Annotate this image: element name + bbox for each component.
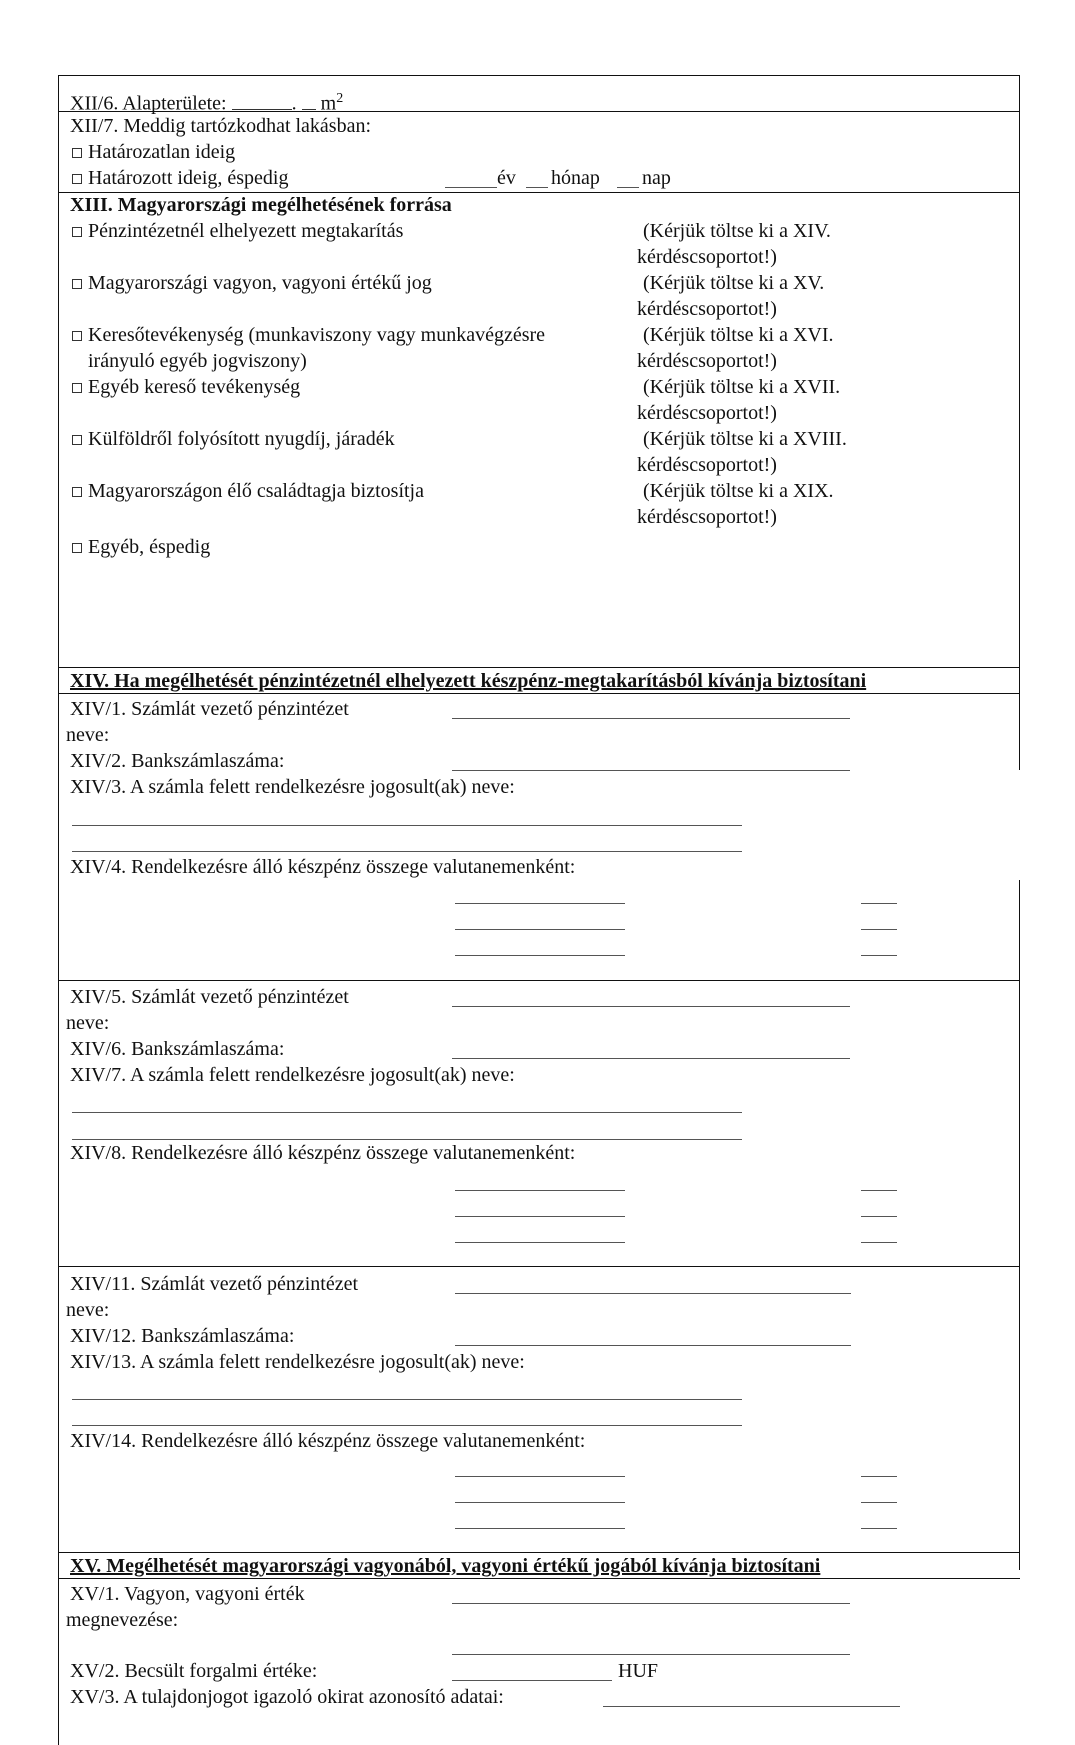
currency-label: HUF [618,1660,659,1682]
holder-field[interactable] [72,1112,742,1113]
divider-15-title [58,1578,1020,1579]
divider-14-block2 [58,980,1020,981]
asset-field[interactable] [452,1654,850,1655]
neve-label: neve: [66,1299,110,1321]
source-note: kérdéscsoportot!) [637,298,777,320]
area-label: XII/6. Alapterülete: [70,92,227,115]
date-day-field[interactable] [617,187,639,188]
frame-right-2 [1019,880,1020,1570]
area-unit: m [320,92,337,115]
checkbox[interactable] [72,331,82,341]
currency-field[interactable] [861,955,897,956]
currency-field[interactable] [861,1502,897,1503]
currency-field[interactable] [861,929,897,930]
divider-15 [58,1552,1020,1553]
frame-top [58,75,1020,76]
opt-indefinite-label: Határozatlan ideig [88,141,236,163]
neve-label: neve: [66,1012,110,1034]
source-label-cont: irányuló egyéb jogviszony) [88,350,307,372]
checkbox[interactable] [72,543,82,553]
currency-field[interactable] [861,1190,897,1191]
source-item[interactable] [72,480,424,502]
frame-right-1 [1019,75,1020,770]
account-label: XIV/2. Bankszámlaszáma: [70,750,285,772]
source-note: (Kérjük töltse ki a XVI. [643,324,834,346]
source-note: kérdéscsoportot!) [637,246,777,268]
section-13-title: XIII. Magyarországi megélhetésének forrása [70,194,452,216]
source-label: Keresőtevékenység (munkaviszony vagy munkavégzésre [88,324,546,346]
holder-label: XIV/13. A számla felett rendelkezésre jogosult(ak) neve: [70,1351,525,1373]
amount-label: XIV/8. Rendelkezésre álló készpénz összege valutanemenként: [70,1142,576,1164]
currency-field[interactable] [861,903,897,904]
amount-field[interactable] [455,955,625,956]
source-label: Egyéb kereső tevékenység [88,376,301,398]
area-field[interactable] [232,109,292,110]
source-note: kérdéscsoportot!) [637,506,777,528]
source-note: (Kérjük töltse ki a XIX. [643,480,834,502]
checkbox[interactable] [72,487,82,497]
divider-13 [58,192,1020,193]
source-item[interactable] [72,428,395,450]
bank-field[interactable] [455,1293,851,1294]
asset-label: XV/1. Vagyon, vagyoni érték [70,1583,305,1605]
amount-field[interactable] [455,1476,625,1477]
holder-field[interactable] [72,1399,742,1400]
opt-definite[interactable] [72,167,289,189]
divider-14-block3 [58,1266,1020,1267]
source-note: (Kérjük töltse ki a XIV. [643,220,831,242]
bank-field[interactable] [452,1006,850,1007]
source-item[interactable] [72,536,210,558]
source-note: kérdéscsoportot!) [637,454,777,476]
frame-left [58,75,59,1745]
holder-field[interactable] [72,1139,742,1140]
neve-label: neve: [66,724,110,746]
amount-field[interactable] [455,1216,625,1217]
amount-field[interactable] [455,929,625,930]
bank-label: XIV/5. Számlát vezető pénzintézet [70,986,349,1008]
source-note: (Kérjük töltse ki a XV. [643,272,825,294]
amount-field[interactable] [455,1242,625,1243]
amount-label: XIV/14. Rendelkezésre álló készpénz összege valutanemenként: [70,1430,586,1452]
section-15-title: XV. Megélhetését magyarországi vagyonából, vagyoni értékű jogából kívánja biztosítani [70,1555,821,1577]
source-item[interactable] [72,324,545,346]
amount-field[interactable] [455,903,625,904]
value-field[interactable] [452,1680,612,1681]
deed-field[interactable] [603,1706,900,1707]
source-note: kérdéscsoportot!) [637,350,777,372]
divider-14-title [58,693,1020,694]
asset-field[interactable] [452,1603,850,1604]
source-label: Külföldről folyósított nyugdíj, járadék [88,428,395,450]
area-dot: . [291,92,297,115]
currency-field[interactable] [861,1216,897,1217]
account-field[interactable] [452,770,850,771]
opt-indefinite[interactable] [72,141,235,163]
stay-label: XII/7. Meddig tartózkodhat lakásban: [70,115,372,137]
date-year-field[interactable] [445,187,497,188]
holder-field[interactable] [72,851,742,852]
account-label: XIV/12. Bankszámlaszáma: [70,1325,295,1347]
source-note: (Kérjük töltse ki a XVII. [643,376,841,398]
source-label: Magyarországon élő családtagja biztosítja [88,480,424,502]
month-label: hónap [551,167,600,189]
source-note: (Kérjük töltse ki a XVIII. [643,428,847,450]
date-month-field[interactable] [526,187,548,188]
source-label: Magyarországi vagyon, vagyoni értékű jog [88,272,432,294]
account-field[interactable] [455,1345,851,1346]
bank-field[interactable] [452,718,850,719]
day-label: nap [642,167,671,189]
asset-label-cont: megnevezése: [66,1609,179,1631]
holder-label: XIV/7. A számla felett rendelkezésre jogosult(ak) neve: [70,1064,515,1086]
source-label: Pénzintézetnél elhelyezett megtakarítás [88,220,404,242]
holder-field[interactable] [72,825,742,826]
account-label: XIV/6. Bankszámlaszáma: [70,1038,285,1060]
source-label: Egyéb, éspedig [88,536,211,558]
currency-field[interactable] [861,1528,897,1529]
amount-label: XIV/4. Rendelkezésre álló készpénz összege valutanemenként: [70,856,576,878]
checkbox[interactable] [72,435,82,445]
holder-label: XIV/3. A számla felett rendelkezésre jogosult(ak) neve: [70,776,515,798]
bank-label: XIV/1. Számlát vezető pénzintézet [70,698,349,720]
source-item[interactable] [72,376,300,398]
year-label: év [497,167,516,189]
source-item[interactable] [72,220,403,242]
area-unit-sup: 2 [336,91,344,106]
checkbox[interactable] [72,383,82,393]
checkbox[interactable] [72,174,82,184]
currency-field[interactable] [861,1242,897,1243]
source-item[interactable] [72,272,432,294]
account-field[interactable] [452,1058,850,1059]
area-row [70,88,343,115]
checkbox[interactable] [72,148,82,158]
amount-field[interactable] [455,1528,625,1529]
checkbox[interactable] [72,279,82,289]
section-14-title: XIV. Ha megélhetését pénzintézetnél elhelyezett készpénz-megtakarításból kívánja biztosítani [70,670,867,692]
currency-field[interactable] [861,1476,897,1477]
checkbox[interactable] [72,227,82,237]
source-note: kérdéscsoportot!) [637,402,777,424]
deed-label: XV/3. A tulajdonjogot igazoló okirat azonosító adatai: [70,1686,504,1708]
holder-field[interactable] [72,1425,742,1426]
bank-label: XIV/11. Számlát vezető pénzintézet [70,1273,359,1295]
value-label: XV/2. Becsült forgalmi értéke: [70,1660,318,1682]
divider-14 [58,667,1020,668]
amount-field[interactable] [455,1190,625,1191]
amount-field[interactable] [455,1502,625,1503]
area-field-decimal[interactable] [302,109,316,110]
opt-definite-label: Határozott ideig, éspedig [88,167,289,189]
